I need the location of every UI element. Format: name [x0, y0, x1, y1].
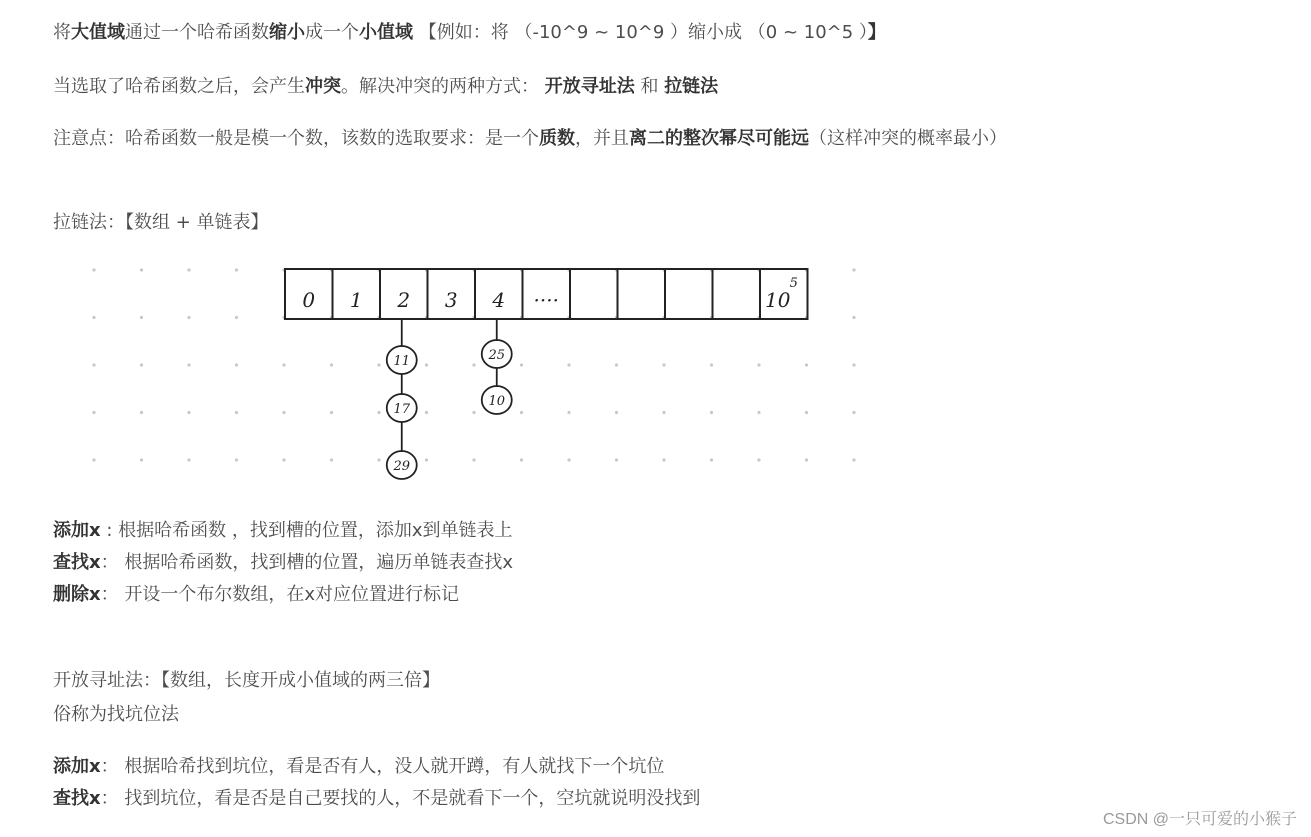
grid-dot — [852, 411, 855, 414]
grid-dot — [92, 458, 95, 461]
slot-label: 2 — [397, 288, 411, 312]
grid-dot — [472, 363, 475, 366]
grid-dot — [140, 458, 143, 461]
grid-dot — [330, 363, 333, 366]
text: 将 — [53, 22, 71, 43]
grid-dot — [710, 458, 713, 461]
bold-text: 拉链法 — [664, 76, 719, 97]
chain-op-add — [53, 516, 513, 542]
bold-text: 冲突 — [305, 76, 341, 97]
watermark: CSDN @一只可爱的小猴子 — [1102, 811, 1297, 828]
intro-line-2 — [53, 72, 718, 98]
grid-dot — [662, 363, 665, 366]
grid-dot — [235, 458, 238, 461]
bold-text: 大值域 — [71, 22, 125, 43]
node-value: 17 — [393, 402, 411, 417]
text: ，并且 — [575, 128, 629, 149]
grid-dot — [140, 316, 143, 319]
grid-dot — [282, 458, 285, 461]
grid-dot — [187, 316, 190, 319]
op-text: ： 找到坑位，看是否是自己要找的人，不是就看下一个，空坑就说明没找到 — [100, 788, 701, 809]
text: 成一个 — [305, 22, 359, 43]
grid-dot — [852, 316, 855, 319]
slot-labels — [302, 276, 798, 312]
chain-op-delete — [53, 580, 459, 606]
bold-text: 质数 — [539, 128, 575, 149]
op-label: 添加x — [53, 756, 101, 777]
grid-dot — [757, 411, 760, 414]
op-text: : 根据哈希函数 ，找到槽的位置，添加x到单链表上 — [100, 520, 513, 541]
grid-dot — [472, 411, 475, 414]
grid-dot — [852, 363, 855, 366]
node-value: 11 — [393, 354, 411, 369]
op-text: ： 根据哈希找到坑位，看是否有人，没人就开蹲，有人就找下一个坑位 — [100, 756, 665, 777]
grid-dot — [805, 411, 808, 414]
grid-dot — [235, 268, 238, 271]
open-op-find — [53, 784, 700, 810]
intro-line-3 — [53, 124, 1007, 150]
grid-dot — [805, 458, 808, 461]
grid-dot — [140, 411, 143, 414]
text: （这样冲突的概率最小） — [809, 128, 1007, 149]
chain-heading: 拉链法：【数组 + 单链表】 — [53, 212, 269, 233]
grid-dot — [710, 411, 713, 414]
slot-label: ···· — [533, 288, 559, 312]
op-label: 删除x — [53, 584, 101, 605]
slot-label: 3 — [444, 288, 458, 312]
grid-dot — [757, 363, 760, 366]
grid-dot — [187, 268, 190, 271]
grid-dot — [852, 458, 855, 461]
grid-dot — [805, 363, 808, 366]
grid-dot — [472, 458, 475, 461]
grid-dot — [615, 363, 618, 366]
grid-dot — [187, 363, 190, 366]
bold-text: 】 — [867, 22, 886, 43]
grid-dot — [662, 411, 665, 414]
bold-text: 开放寻址法 — [544, 76, 635, 97]
grid-dot — [662, 458, 665, 461]
grid-dot — [520, 363, 523, 366]
text: 注意点：哈希函数一般是模一个数，该数的选取要求：是一个 — [53, 128, 539, 149]
chaining-diagram — [80, 258, 870, 498]
grid-dot — [757, 458, 760, 461]
grid-dot — [92, 316, 95, 319]
grid-dot — [282, 411, 285, 414]
op-text: ： 开设一个布尔数组，在x对应位置进行标记 — [100, 584, 459, 605]
grid-dot — [567, 458, 570, 461]
grid-dot — [330, 411, 333, 414]
text: 。解决冲突的两种方式： — [341, 76, 545, 97]
grid-dot — [92, 363, 95, 366]
grid-dot — [710, 363, 713, 366]
grid-dot — [615, 411, 618, 414]
op-label: 查找x — [53, 552, 101, 573]
op-label: 查找x — [53, 788, 101, 809]
grid-dot — [92, 268, 95, 271]
grid-dot — [377, 411, 380, 414]
bold-text: 缩小 — [269, 22, 305, 43]
open-heading: 开放寻址法：【数组，长度开成小值域的两三倍】 — [53, 670, 440, 691]
grid-dot — [235, 411, 238, 414]
grid-dot — [377, 363, 380, 366]
grid-dot — [235, 316, 238, 319]
bold-text: 离二的整次幂尽可能远 — [629, 128, 809, 149]
grid-dot — [187, 411, 190, 414]
text: 当选取了哈希函数之后，会产生 — [53, 76, 305, 97]
node-value: 29 — [393, 459, 411, 474]
grid-dot — [140, 268, 143, 271]
slot-exponent: 5 — [789, 276, 798, 291]
grid-dot — [425, 363, 428, 366]
grid-dot — [567, 363, 570, 366]
grid-dot — [425, 458, 428, 461]
grid-dot — [615, 458, 618, 461]
text: 通过一个哈希函数 — [125, 22, 269, 43]
text: 和 — [634, 76, 665, 97]
text: 【例如：将 （-10^9 ~ 10^9 ）缩小成 （0 ~ 10^5 ） — [413, 22, 868, 43]
slot-label: 10 — [765, 288, 791, 312]
intro-line-1 — [53, 18, 886, 44]
grid-dot — [92, 411, 95, 414]
bold-text: 小值域 — [359, 22, 413, 43]
grid-dot — [282, 363, 285, 366]
slot-label: 0 — [302, 288, 316, 312]
grid-dot — [520, 458, 523, 461]
node-value: 10 — [488, 394, 506, 409]
open-alias: 俗称为找坑位法 — [53, 704, 179, 725]
grid-dot — [520, 411, 523, 414]
open-op-add — [53, 752, 664, 778]
grid-dot — [187, 458, 190, 461]
grid-dot — [235, 363, 238, 366]
op-label: 添加x — [53, 520, 101, 541]
grid-dot — [377, 458, 380, 461]
chain-op-find — [53, 548, 513, 574]
grid-dot — [425, 411, 428, 414]
grid-dot — [330, 458, 333, 461]
grid-dot — [852, 268, 855, 271]
slot-label: 4 — [492, 288, 506, 312]
grid-dot — [140, 363, 143, 366]
slot-label: 1 — [349, 288, 363, 312]
grid-dot — [567, 411, 570, 414]
op-text: ： 根据哈希函数，找到槽的位置，遍历单链表查找x — [100, 552, 513, 573]
node-value: 25 — [488, 348, 506, 363]
